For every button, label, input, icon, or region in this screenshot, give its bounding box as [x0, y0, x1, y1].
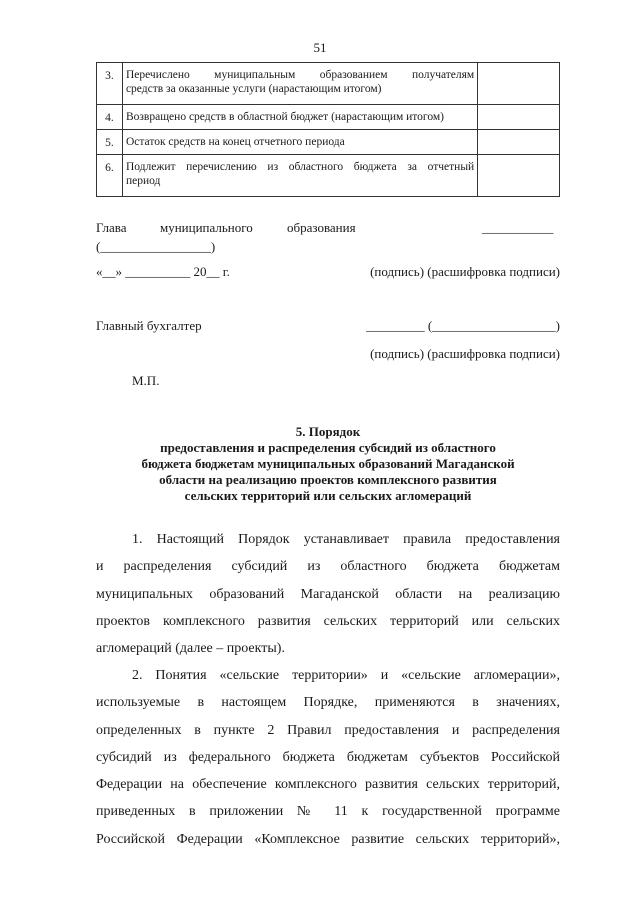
- row-value-cell: [478, 155, 560, 197]
- signature-caption: (подпись) (расшифровка подписи): [370, 264, 560, 279]
- head-label-word: образования: [287, 220, 356, 235]
- row-description: [122, 130, 477, 155]
- row-description-line: средств за оказанные услуги (нарастающим итогом): [125, 83, 382, 95]
- paragraph-line: Российской Федерации «Комплексное развитие сельских территорий»,: [96, 831, 560, 847]
- row-number: 3.: [97, 63, 123, 105]
- paragraph-line: 2. Понятия «сельские территории» и «сельские агломерации»,: [132, 668, 560, 683]
- row-description-line: Перечислено муниципальным образованием получателям: [125, 69, 475, 81]
- paragraph-line: определенных в пункте 2 Правил предоставления и распределения: [96, 722, 560, 738]
- report-table: [96, 62, 560, 197]
- row-number: 4.: [97, 105, 123, 130]
- section-title-line: предоставления и распределения субсидий из областного: [160, 440, 496, 455]
- row-value-cell: [478, 130, 560, 155]
- table-row: [97, 63, 560, 105]
- signature-caption: (подпись) (расшифровка подписи): [370, 346, 560, 361]
- paragraph-line: приведенных в приложении № 11 к государственной программе: [96, 804, 560, 820]
- row-description-line: Остаток средств на конец отчетного периода: [125, 136, 345, 148]
- head-label-word: муниципального: [160, 220, 253, 235]
- paragraph-1: [96, 526, 560, 662]
- row-description-line: период: [125, 175, 161, 187]
- section-title-line: сельских территорий или сельских агломераций: [184, 488, 472, 503]
- paragraph-line: и распределения субсидий из областного бюджета бюджетам: [96, 559, 560, 575]
- head-label-word: Глава: [96, 220, 127, 235]
- row-value-cell: [478, 63, 560, 105]
- page-number: 51: [313, 40, 327, 55]
- head-signature-blank: ___________: [482, 220, 554, 235]
- row-description-line: Возвращено средств в областной бюджет (нарастающим итогом): [125, 111, 444, 123]
- section-title-line: области на реализацию проектов комплексного развития: [159, 472, 497, 487]
- table-row: [97, 155, 560, 197]
- date-line: «__» __________ 20__ г.: [96, 264, 230, 279]
- row-description: [122, 105, 477, 130]
- accountant-label: Главный бухгалтер: [96, 318, 202, 333]
- paragraph-line: субсидий из федерального бюджета бюджетам субъектов Российской: [96, 749, 560, 765]
- section-title-line: бюджета бюджетам муниципальных образований Магаданской: [141, 456, 515, 471]
- paragraph-line: Федерации на обеспечение комплексного развития сельских территорий,: [96, 777, 560, 793]
- section-title: [96, 424, 560, 504]
- row-value-cell: [478, 105, 560, 130]
- paragraph-line: 1. Настоящий Порядок устанавливает правила предоставления: [132, 532, 560, 547]
- table-row: [97, 130, 560, 155]
- row-description-line: Подлежит перечислению из областного бюджета за отчетный: [125, 161, 475, 173]
- section-title-line: 5. Порядок: [295, 424, 361, 439]
- paragraph-line: муниципальных образований Магаданской области на реализацию: [96, 586, 560, 602]
- row-number: 5.: [97, 130, 123, 155]
- paragraph-2: [96, 662, 560, 853]
- row-description: [122, 155, 477, 197]
- accountant-signature-line: _________ (___________________): [366, 318, 560, 333]
- head-name-blank: (_________________): [96, 239, 216, 254]
- paragraph-line: проектов комплексного развития сельских территорий или сельских: [96, 613, 560, 629]
- stamp-mark: М.П.: [132, 373, 160, 388]
- paragraph-line: используемые в настоящем Порядке, применяются в значениях,: [96, 695, 560, 711]
- row-number: 6.: [97, 155, 123, 197]
- paragraph-line: агломераций (далее – проекты).: [96, 641, 285, 657]
- table-row: [97, 105, 560, 130]
- row-description: [122, 63, 477, 105]
